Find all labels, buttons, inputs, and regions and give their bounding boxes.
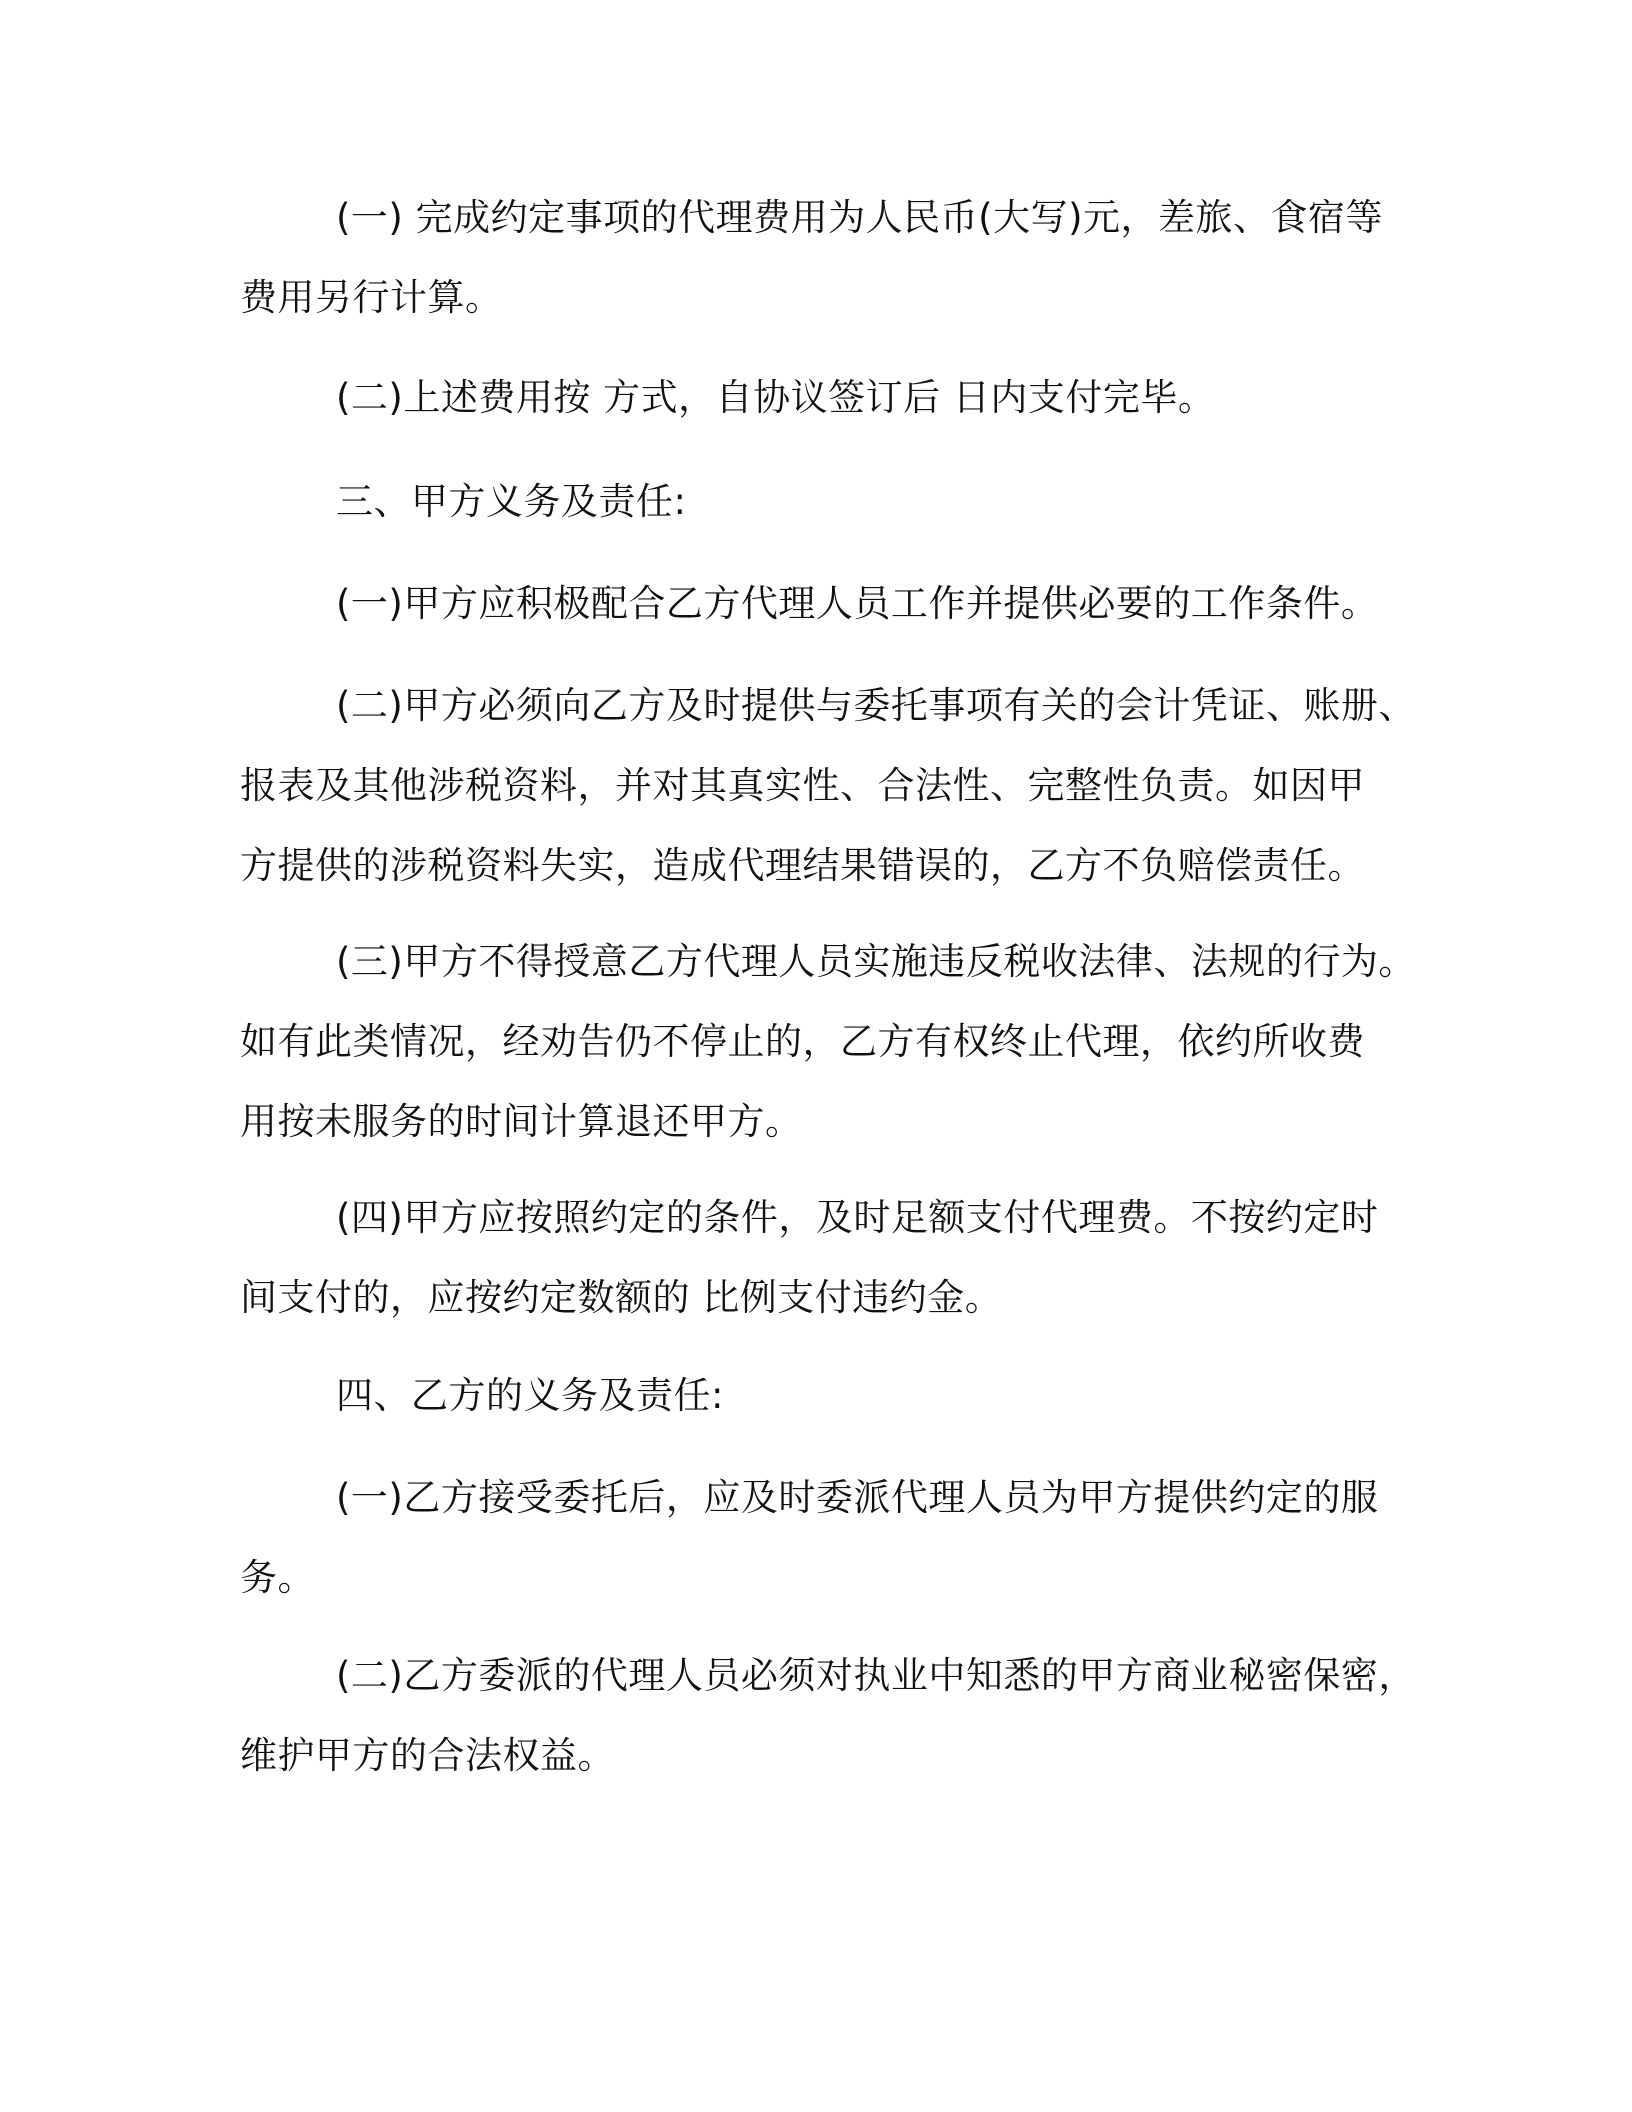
- section-heading-party-b: [240, 1356, 1388, 1436]
- paragraph-party-a-cooperation: [240, 564, 1388, 644]
- paragraph-party-a-documents: [240, 666, 1416, 906]
- text-line: 报表及其他涉税资料，并对其真实性、合法性、完整性负责。如因甲: [240, 764, 1365, 807]
- paragraph-party-a-payment: [240, 1178, 1388, 1338]
- text-line: 用按未服务的时间计算退还甲方。: [240, 1100, 803, 1143]
- paragraph-fee-amount: [240, 178, 1388, 338]
- text-line: 方提供的涉税资料失实，造成代理结果错误的，乙方不负赔偿责任。: [240, 844, 1365, 887]
- text-line: (三)甲方不得授意乙方代理人员实施违反税收法律、法规的行为。: [336, 940, 1416, 983]
- section-heading-party-a: [240, 462, 1388, 542]
- section-heading: 三、甲方义务及责任:: [336, 480, 687, 523]
- paragraph-party-b-assignment: [240, 1458, 1388, 1618]
- text-line: (一) 完成约定事项的代理费用为人民币(大写)元，差旅、食宿等: [336, 196, 1383, 239]
- paragraph-party-b-confidentiality: [240, 1636, 1416, 1796]
- text-line: 维护甲方的合法权益。: [240, 1734, 615, 1777]
- section-heading: 四、乙方的义务及责任:: [336, 1374, 724, 1417]
- text-line: 费用另行计算。: [240, 276, 503, 319]
- text-line: (一)乙方接受委托后，应及时委派代理人员为甲方提供约定的服: [336, 1476, 1379, 1519]
- paragraph-party-a-prohibition: [240, 922, 1416, 1162]
- text-line: (二)甲方必须向乙方及时提供与委托事项有关的会计凭证、账册、: [336, 684, 1416, 727]
- text-line: 务。: [240, 1556, 315, 1599]
- text-line: (四)甲方应按照约定的条件，及时足额支付代理费。不按约定时: [336, 1196, 1379, 1239]
- text-line: 间支付的，应按约定数额的 比例支付违约金。: [240, 1276, 1003, 1319]
- text-line: (二)乙方委派的代理人员必须对执业中知悉的甲方商业秘密保密，: [336, 1654, 1416, 1697]
- paragraph-payment-method: [240, 358, 1388, 438]
- text-line: (一)甲方应积极配合乙方代理人员工作并提供必要的工作条件。: [336, 582, 1379, 625]
- text-line: (二)上述费用按 方式，自协议签订后 日内支付完毕。: [336, 376, 1216, 419]
- text-line: 如有此类情况，经劝告仍不停止的，乙方有权终止代理，依约所收费: [240, 1020, 1365, 1063]
